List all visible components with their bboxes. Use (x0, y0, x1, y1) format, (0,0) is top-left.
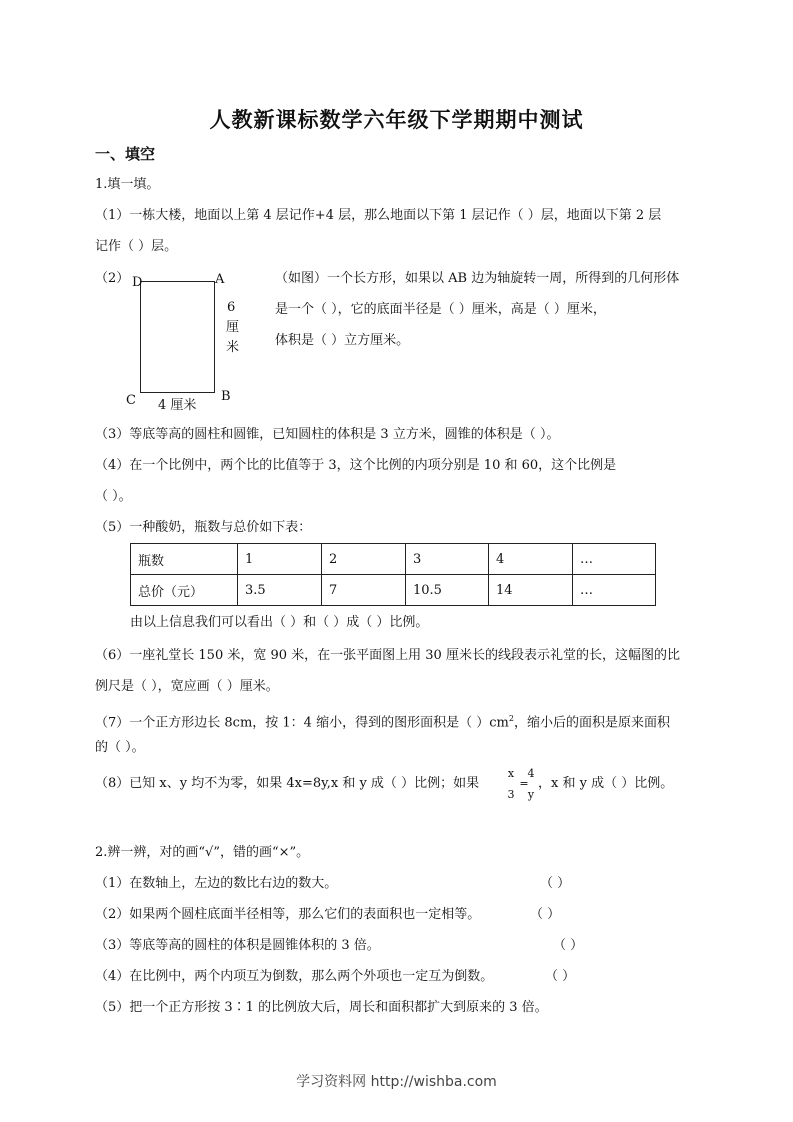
rectangle-figure (140, 281, 215, 393)
table-cell: 14 (489, 575, 573, 606)
question-1-1-line-1: （1）一栋大楼，地面以上第 4 层记作+4 层，那么地面以下第 1 层记作（ ）层，地面以下第 2 层 (95, 208, 662, 223)
table-cell: 3.5 (238, 575, 322, 606)
figure-label-d: D (132, 275, 143, 290)
figure-label-b: B (221, 389, 231, 404)
question-2-3: （3）等底等高的圆柱的体积是圆锥体积的 3 倍。 (95, 938, 380, 953)
table-cell: 3 (406, 544, 489, 575)
question-2-2: （2）如果两个圆柱底面半径相等，那么它们的表面积也一定相等。 (95, 907, 481, 922)
figure-side-label-6: 6 (227, 300, 236, 315)
question-1-8-text-b: ，x 和 y 成（ ）比例。 (538, 776, 674, 791)
fraction-equals: = (519, 777, 529, 790)
figure-side-label-mi: 米 (226, 340, 240, 355)
question-1-6-line-1: （6）一座礼堂长 150 米，宽 90 米，在一张平面图上用 30 厘米长的线段表示礼堂的长，这幅图的比 (95, 648, 680, 663)
question-1-4-line-1: （4）在一个比例中，两个比的比值等于 3，这个比例的内项分别是 10 和 60，这个比例是 (95, 458, 617, 473)
table-cell: 2 (322, 544, 406, 575)
question-1-5-conclusion: 由以上信息我们可以看出（ ）和（ ）成（ ）比例。 (130, 615, 429, 630)
fraction-2-numerator: 4 (527, 767, 535, 780)
figure-label-a: A (215, 272, 225, 287)
question-2-1: （1）在数轴上，左边的数比右边的数大。 (95, 876, 338, 891)
question-1-2-number: （2） (95, 271, 130, 286)
question-1-5: （5）一种酸奶，瓶数与总价如下表： (95, 520, 312, 535)
question-1-6-line-2: 例尺是（ ），宽应画（ ）厘米。 (95, 679, 279, 694)
question-1-1-line-2: 记作（ ）层。 (95, 239, 178, 254)
section-heading-fill-blank: 一、填空 (95, 145, 156, 163)
superscript-2: 2 (508, 714, 514, 723)
question-1-2-line-3: 体积是（ ）立方厘米。 (275, 333, 410, 348)
question-1-8-text-a: （8）已知 x、y 均不为零，如果 4x=8y,x 和 y 成（ ）比例；如果 (95, 776, 480, 791)
question-1-2-line-2: 是一个（ ），它的底面半径是（ ）厘米，高是（ ）厘米， (275, 302, 606, 317)
table-cell: 4 (489, 544, 573, 575)
question-2-2-answer-paren: （ ） (530, 907, 561, 922)
fraction-2-denominator: y (527, 788, 535, 801)
table-cell: … (573, 544, 656, 575)
question-1-heading: 1.填一填。 (95, 177, 160, 192)
figure-label-c: C (126, 393, 136, 408)
table-cell: 7 (322, 575, 406, 606)
footer-watermark: 学习资料网 http://wishba.com (296, 1074, 497, 1090)
question-2-3-answer-paren: （ ） (553, 938, 584, 953)
table-cell: 总价（元） (131, 575, 238, 606)
table-cell: 瓶数 (131, 544, 238, 575)
question-1-2-line-1: （如图）一个长方形，如果以 AB 边为轴旋转一周，所得到的几何形体 (275, 271, 680, 286)
question-1-7-line-1 (95, 711, 670, 731)
figure-side-label-li: 厘 (226, 320, 240, 335)
price-table (130, 543, 656, 606)
figure-bottom-label: 4 厘米 (158, 398, 197, 413)
table-cell: 1 (238, 544, 322, 575)
fraction-1-denominator: 3 (507, 788, 515, 801)
question-2-1-answer-paren: （ ） (540, 876, 571, 891)
question-2-heading: 2.辨一辨，对的画“√”，错的画“×”。 (95, 845, 310, 860)
table-cell: … (573, 575, 656, 606)
table-row (131, 544, 656, 575)
question-1-7-text-a: （7）一个正方形边长 8cm，按 1：4 缩小，得到的图形面积是（ ）cm (95, 715, 509, 731)
question-1-4-line-2: （ ）。 (95, 489, 132, 504)
question-1-7-line-2: 的（ ）。 (95, 740, 145, 755)
page-title: 人教新课标数学六年级下学期期中测试 (209, 107, 584, 132)
question-2-4: （4）在比例中，两个内项互为倒数，那么两个外项也一定互为倒数。 (95, 969, 494, 984)
question-2-4-answer-paren: （ ） (545, 969, 576, 984)
table-row (131, 575, 656, 606)
table-cell: 10.5 (406, 575, 489, 606)
question-1-3: （3）等底等高的圆柱和圆锥，已知圆柱的体积是 3 立方米，圆锥的体积是（ ）。 (95, 427, 560, 442)
question-1-7-text-b: ，缩小后的面积是原来面积 (513, 715, 670, 731)
question-2-5: （5）把一个正方形按 3∶1 的比例放大后，周长和面积都扩大到原来的 3 倍。 (95, 1000, 548, 1015)
fraction-1-numerator: x (507, 767, 515, 780)
